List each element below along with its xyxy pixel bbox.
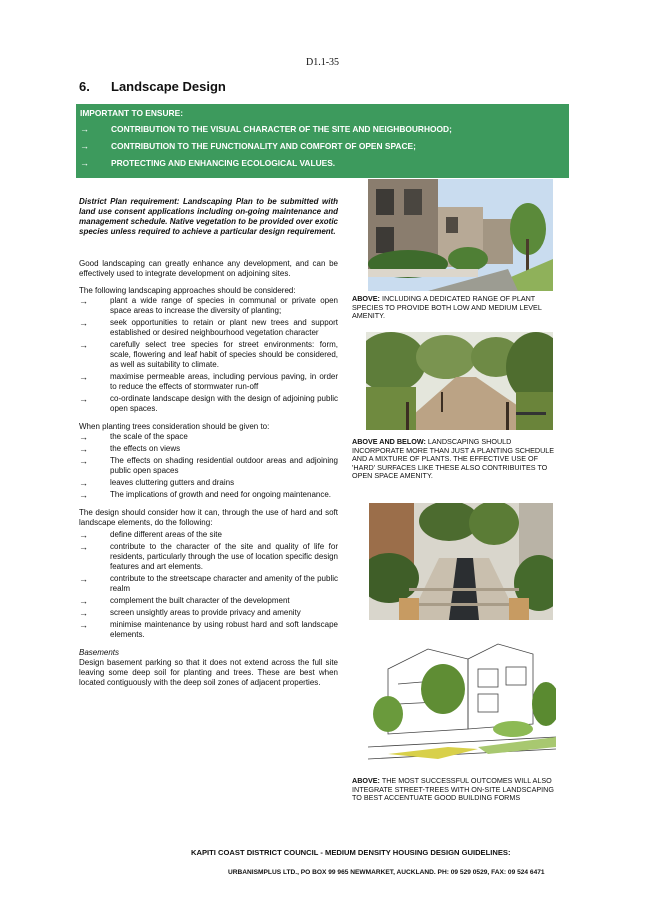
arrow-icon: → [79,478,88,488]
photo-water-steps [369,503,553,620]
list-item: → define different areas of the site [79,530,222,540]
list-item: → minimise maintenance by using robust hard and soft landscape elements. [79,620,338,639]
arrow-icon: → [79,318,88,328]
arrow-icon: → [79,444,88,454]
approaches-list [79,296,338,414]
approaches-lead: The following landscaping approaches should be considered: [79,286,296,295]
arrow-icon: → [79,542,88,552]
arrow-icon: → [79,372,88,382]
photo-tree-lined-path [366,332,553,430]
design-lead: The design should consider how it can, through the use of hard and soft landscape elements, do the following: [79,508,338,527]
footer-title: KAPITI COAST DISTRICT COUNCIL - MEDIUM DENSITY HOUSING DESIGN GUIDELINES: [191,848,511,857]
list-item: → screen unsightly areas to provide privacy and amenity [79,608,301,618]
page-code: D1.1-35 [305,57,340,68]
important-item [80,157,565,169]
design-list [79,530,338,640]
main-text-column [79,197,338,695]
important-box [76,104,569,178]
intro-paragraph: Good landscaping can greatly enhance any development, and can be effectively used to integrate development on adjoining sites. [79,259,338,278]
list-item: → contribute to the character of the site and quality of life for residents, particularly through the use of location specific design features and art elements. [79,542,338,571]
list-item: → complement the built character of the development [79,596,290,606]
arrow-icon: → [79,608,88,618]
list-item: → maximise permeable areas, including pervious paving, in order to reduce the effects of stormwater run-off [79,372,338,391]
list-item: → co-ordinate landscape design with the design of adjoining public open spaces. [79,394,338,413]
arrow-icon: → [79,456,88,466]
list-item: → leaves cluttering gutters and drains [79,478,235,488]
list-item: → carefully select tree species for street environments: form, scale, flowering and leaf habit of species should be considered, as well as suitability to climate. [79,340,338,369]
list-item: → plant a wide range of species in communal or private open space areas to increase the diversity of planting; [79,296,338,315]
photo-caption: ABOVE: THE MOST SUCCESSFUL OUTCOMES WILL ALSO INTEGRATE STREET-TREES WITH ON-SITE LANDSCAPING TO BEST ACCENTUATE GOOD BUILDING FORMS [352,776,554,803]
trees-list [79,432,338,500]
arrow-icon: → [79,340,88,350]
arrow-icon: → [79,530,88,540]
important-item [80,140,565,152]
list-item: → contribute to the streetscape character and amenity of the public realm [79,574,338,593]
footer-contact: URBANISMPLUS LTD., PO BOX 99 965 NEWMARKET, AUCKLAND. PH: 09 529 0529, FAX: 09 524 6471 [228,869,545,876]
arrow-icon: → [79,490,88,500]
arrow-icon: → [80,158,89,168]
section-title-text: Landscape Design [111,79,226,94]
arrow-icon: → [79,432,88,442]
arrow-icon: → [79,296,88,306]
important-item-text: CONTRIBUTION TO THE FUNCTIONALITY AND COMFORT OF OPEN SPACE; [111,141,416,151]
arrow-icon: → [79,574,88,584]
photo-caption: ABOVE: INCLUDING A DEDICATED RANGE OF PLANT SPECIES TO PROVIDE BOTH LOW AND MEDIUM LEVEL AMENITY. [352,294,542,321]
list-item: → the effects on views [79,444,181,454]
important-item [80,123,565,135]
arrow-icon: → [80,141,89,151]
important-item-text: PROTECTING AND ENHANCING ECOLOGICAL VALUES. [111,158,336,168]
district-plan-requirement: District Plan requirement: Landscaping Plan to be submitted with land use consent applications including on-going maintenance and management schedule. Native vegetation to be provided over exotic species unless required to achieve a particular design requirement. [79,197,338,236]
list-item: → The implications of growth and need for ongoing maintenance. [79,490,332,500]
trees-lead: When planting trees consideration should be given to: [79,422,270,431]
list-item: → seek opportunities to retain or plant new trees and support established or desired neighbourhood vegetation character [79,318,338,337]
arrow-icon: → [79,620,88,630]
sketch-houses-drawing [368,629,556,769]
important-item-text: CONTRIBUTION TO THE VISUAL CHARACTER OF THE SITE AND NEIGHBOURHOOD; [111,124,452,134]
arrow-icon: → [80,124,89,134]
basements-paragraph: Design basement parking so that it does not extend across the full site leaving some deep soil for planting and trees. These are best when located contiguously with the deep soil zones of adjacent properties. [79,658,338,687]
arrow-icon: → [79,596,88,606]
photo-townhouse-street [368,179,553,291]
section-title [79,79,226,94]
section-number: 6. [79,79,90,94]
photo-caption: ABOVE AND BELOW: LANDSCAPING SHOULD INCORPORATE MORE THAN JUST A PLANTING SCHEDULE AND A MIXTURE OF PLANTS. THE EFFECTIVE USE OF 'HARD' SURFACES LIKE THESE ALSO CONTRIBUITES TO OPEN SPACE AMENITY. [352,437,555,481]
arrow-icon: → [79,394,88,404]
important-heading: IMPORTANT TO ENSURE: [80,108,183,118]
list-item: → The effects on shading residential outdoor areas and adjoining public open spaces [79,456,338,475]
list-item: → the scale of the space [79,432,188,442]
basements-heading: Basements [79,648,120,657]
